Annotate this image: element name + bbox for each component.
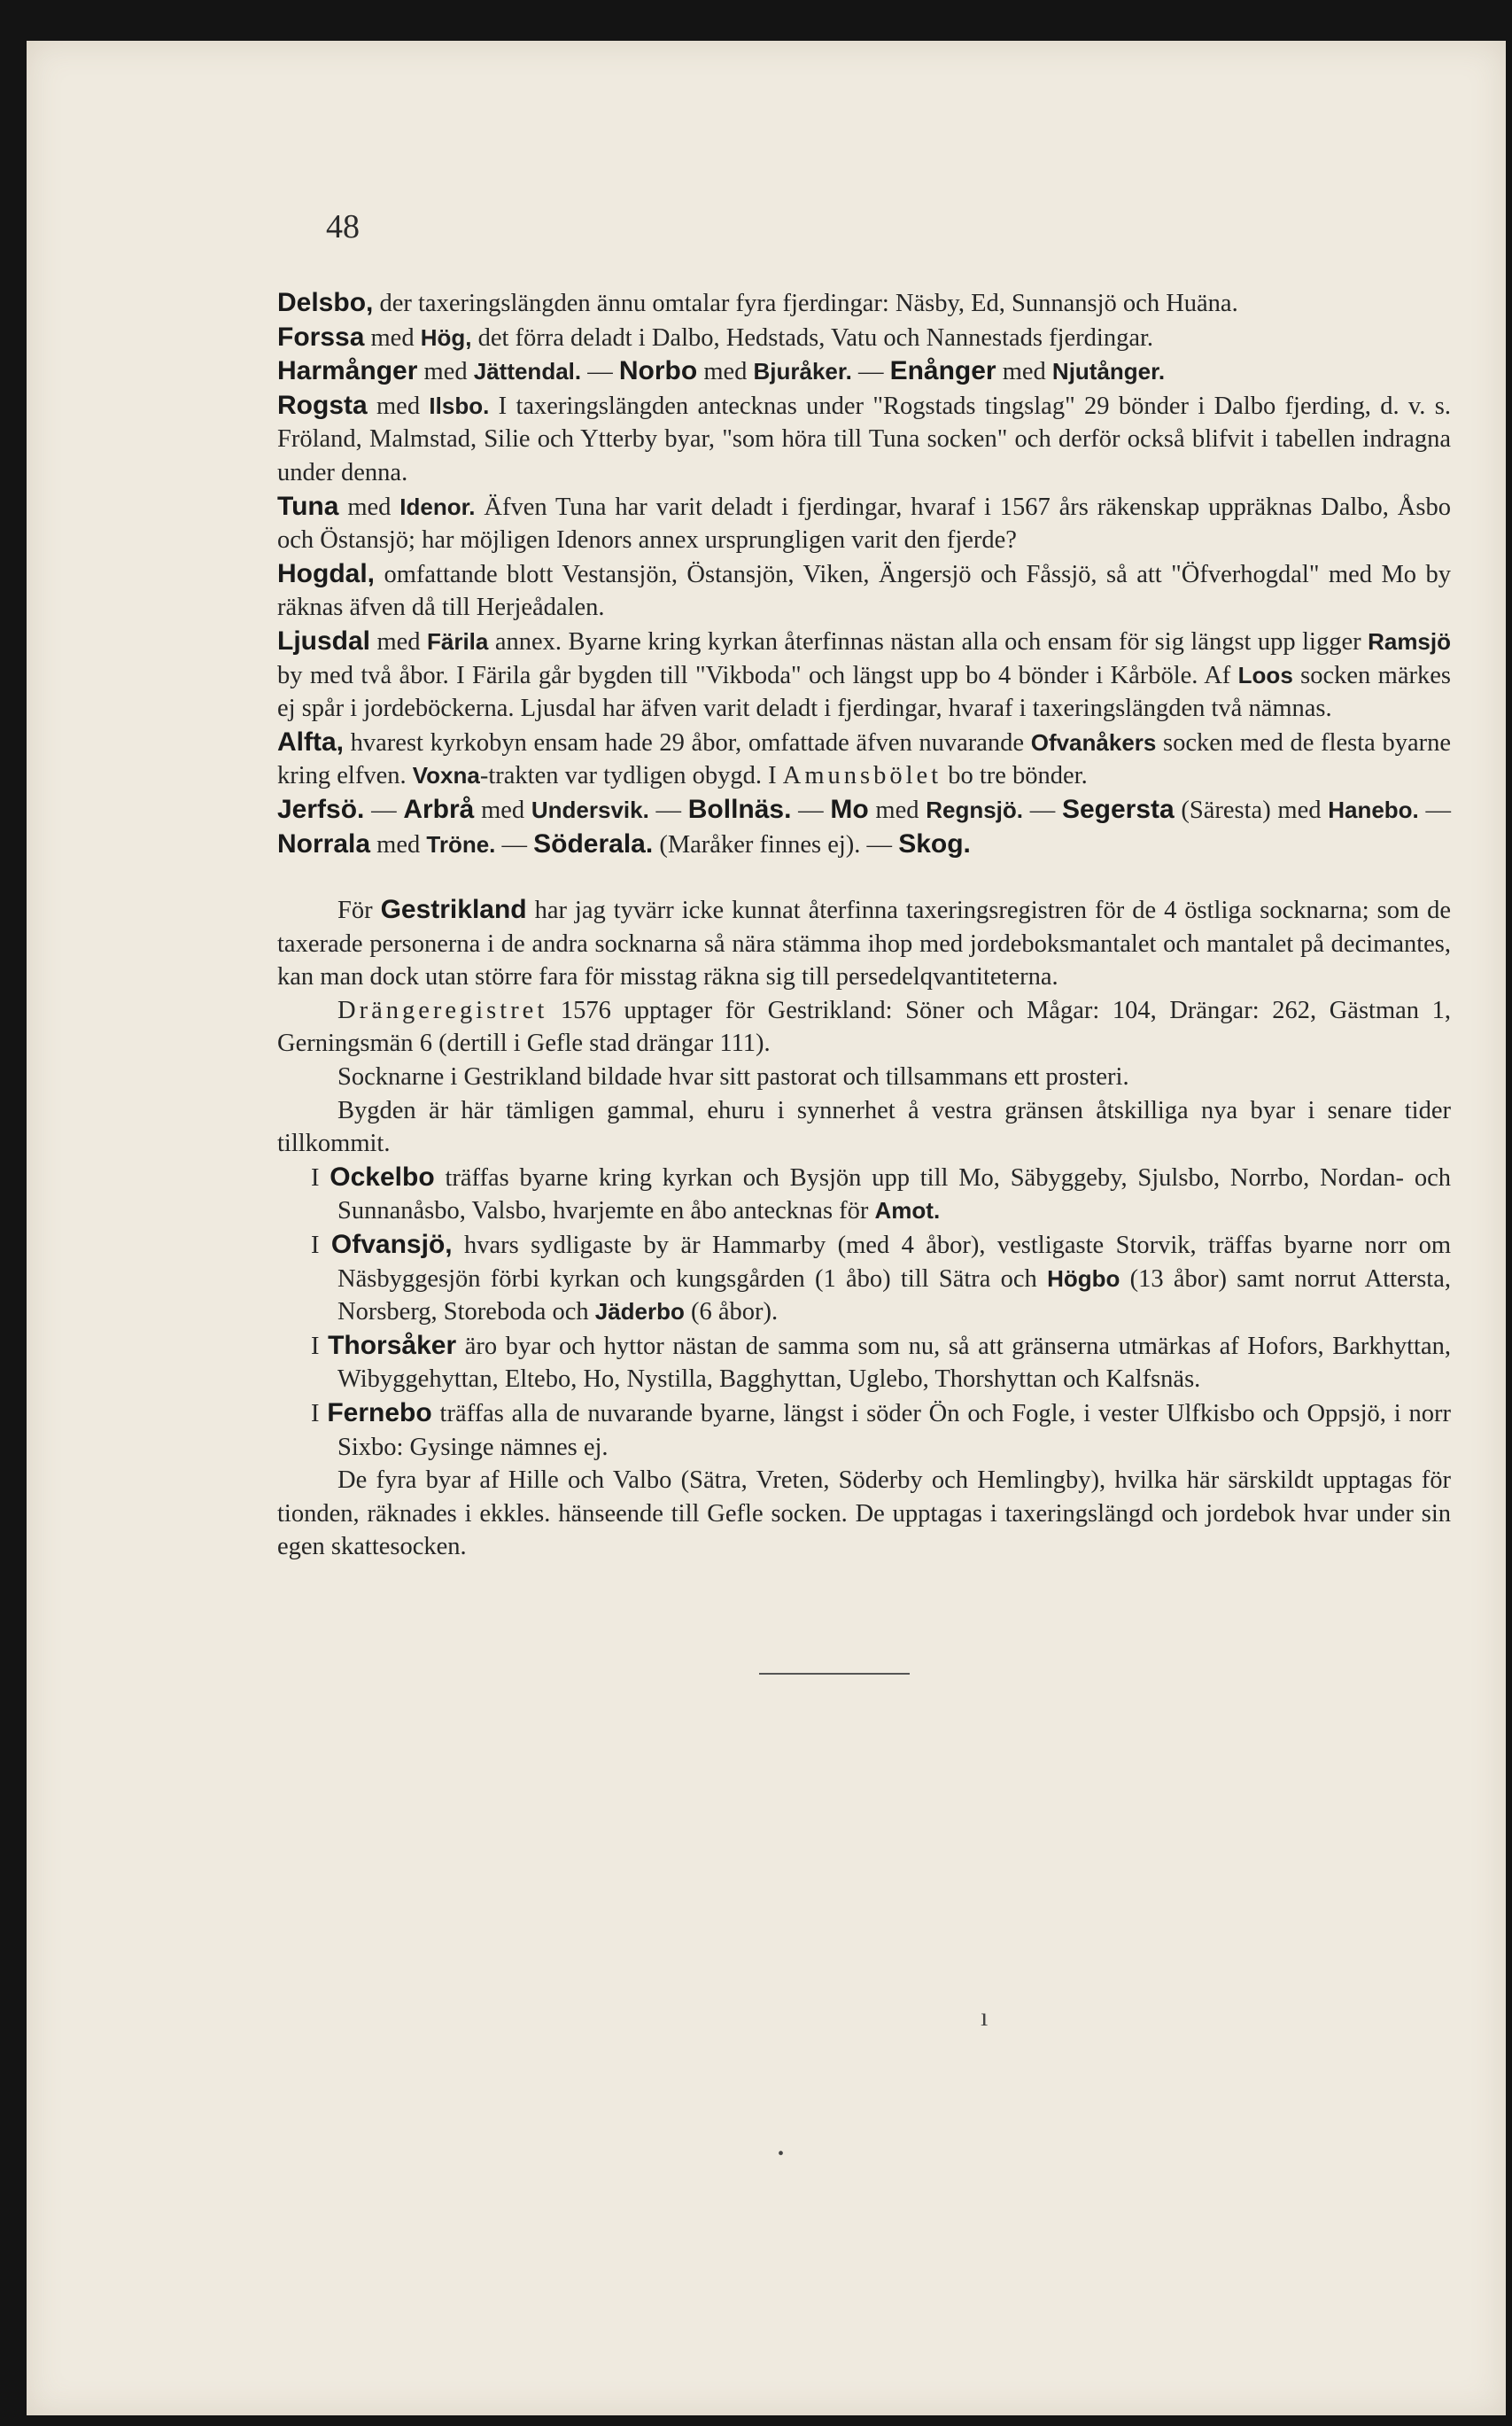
entry-head: Bollnäs. [687,794,792,824]
entry-text: med [996,358,1052,386]
para-text: träffas alla de nuvarande byarne, längst i söder Ön och Fogle, i vester Ulfkisbo och Oppsjö, i norr Sixbo: Gysinge nämnes ej. [337,1400,1452,1461]
para-text: (6 åbor). [684,1298,779,1326]
para-text: I [311,1232,331,1260]
annex-name: Ilsbo. [429,392,490,419]
entry-text: med [338,493,400,521]
para-text: , Gerningsmän [277,996,1452,1058]
annex-name: Loos [1237,661,1293,688]
para-text: hvars sydligaste by är Hammarby (med 4 åbor), vestligaste Storvik, träffas byarne norr om Näsbyggesjön förbi kyrkan och kungsgården (1 åbo) till Sätra och [337,1232,1451,1293]
entry-text: — [1418,796,1451,824]
entry-text: med [474,796,531,824]
entry-text: -trakten var tydligen obygd. I [479,762,783,790]
para-text: , Gästman [1309,996,1432,1024]
stray-mark: • [778,2144,785,2164]
entry-text: by med två åbor. I Färila går bygden till "Vikboda" och längst upp bo 4 bönder i Kårböle. Af [277,661,1238,689]
entry-rogsta [277,389,1451,490]
entry-hogdal [277,557,1451,625]
paragraph [277,893,1451,994]
paragraph-thorsaker [277,1329,1451,1396]
entry-text: omfattande blott Vestansjön, Östansjön, Viken, Ängersjö och Fåssjö, så att "Öfverhogdal" med Mo by räknas äfven då till Herjeådalen. [277,560,1451,622]
entry-text: med [697,358,754,386]
para-text: , Drängar: [1150,996,1273,1024]
entry-alfta [277,726,1451,793]
para-text: 1576 upptager för Gestrikland: Söner och Mågar: [547,996,1113,1024]
para-text: träffas byarne kring kyrkan och Bysjön upp till Mo, Säbyggeby, Sjulsbo, Norrbo, Nordan- och Sunnanåsbo, Valsbo, hvarjemte en åbo antecknas för [337,1163,1451,1225]
entry-text: annex. Byarne kring kyrkan återfinnas nästan alla och ensam för sig längst upp ligger [488,627,1369,656]
count-value: 111 [719,1030,756,1058]
para-text: I [311,1163,330,1192]
entry-text: (Säresta) med [1174,796,1329,824]
entry-text: med [417,358,474,386]
para-text: I [311,1400,328,1427]
paragraph: De fyra byar af Hille och Valbo (Sätra, Vreten, Söderby och Hemlingby), hvilka här särskildt upptagas för tionden, räknades i ekkles. hänseende till Gefle socken. De upptagas i taxeringslängd och jordebok hvar under sin egen skattesocken. [277,1466,1451,1561]
annex-name: Hanebo. [1328,796,1419,823]
entry-text: — [495,830,534,859]
village-name: Amot. [874,1197,941,1225]
annex-name: Hög, [420,323,472,351]
annex-name: Idenor. [399,493,476,520]
entry-head: Enånger [889,356,996,386]
entry-text: socken med de flesta byarne kring elfven. [277,728,1451,790]
entry-text: med [364,323,421,352]
entry-text: Äfven Tuna har varit deladt i fjerdingar, hvaraf i 1567 års räkenskap uppräknas Dalbo, Åsbo och Östansjö; har möjligen Idenors annex ursprungligen varit den fjerde? [277,493,1451,555]
entry-ljusdal [277,625,1451,726]
entry-text: I taxeringslängden antecknas under "Rogstads tingslag" 29 bönder i Dalbo fjerding, d. v. s. Fröland, Malmstad, Silie och Ytterby byar, "som höra till Tuna socken" och derför också blifvit i tabellen indragna under denna. [277,392,1451,486]
entry-text: hvarest kyrkobyn ensam hade 29 åbor, omfattade äfven nuvarande [344,728,1031,757]
entry-text: med [868,796,927,824]
para-text: I [311,1332,329,1360]
entry-text: — [364,796,404,824]
entry-head: Alfta, [277,727,344,757]
entry-text: med [370,830,427,859]
entry-head: Arbrå [403,794,475,824]
para-text: ). [756,1030,771,1058]
annex-name: Ramsjö [1368,627,1451,655]
paragraph [277,994,1451,1061]
entry-delsbo [277,286,1451,321]
annex-name: Ofvanåkers [1030,728,1157,756]
entry-text: (Maråker finnes ej). — [653,830,899,859]
entry-text: socken märkes ej spår i jordeböckerna. Ljusdal har äfven varit deladt i fjerdingar, hvaraf i taxeringslängden två nämnas. [277,661,1451,723]
entry-text: bo tre bönder. [942,762,1088,790]
parish-name: Ockelbo [330,1162,435,1192]
village-name: Jäderbo [594,1298,685,1326]
section-divider [759,1673,910,1675]
paragraph: Socknarne i Gestrikland bildade hvar sitt pastorat och tillsammans ett prosteri. [337,1063,1129,1092]
parish-name: Thorsåker [328,1330,457,1360]
entry-head: Skog. [898,828,971,859]
entry-text: med [367,392,430,420]
region-name: Gestrikland [380,895,527,925]
para-text: För [337,897,381,925]
annex-name: Njutånger. [1051,358,1166,385]
entry-head: Norbo [618,356,698,386]
entry-head: Delsbo, [277,288,374,317]
entry-forssa [277,321,1451,355]
entry-head: Mo [830,794,869,824]
entry-head: Rogsta [277,390,368,420]
entry-text: med [370,627,427,656]
entry-harmanger [277,354,1451,389]
annex-name: Bjuråker. [753,358,852,385]
count-value: 6 [419,1030,432,1058]
stray-mark: ı [981,2002,989,2032]
village-name: Högbo [1047,1264,1120,1292]
entry-head: Hogdal, [277,558,375,588]
entry-head: Norrala [277,828,371,859]
text-body [277,286,1451,1564]
annex-name: Färila [427,627,489,655]
spaced-name: Amunsbölet [782,762,942,790]
annex-name: Undersvik. [531,796,649,823]
entry-head: Tuna [277,491,339,521]
annex-name: Tröne. [426,830,496,858]
count-value: 1 [1431,996,1445,1024]
entry-text: — [851,358,890,386]
parish-name: Fernebo [327,1398,432,1427]
para-text: har jag tyvärr icke kunnat återfinna taxeringsregistren för de 4 östliga socknarna; som de taxerade personerna i de andra socknarna så nära stämma ihop med jordeboksmantalet och mantalet på decimantes, kan man dock utan större fara för misstag räkna sig till persedelqvantiteterna. [277,897,1451,991]
annex-name: Regnsjö. [926,796,1024,823]
annex-name: Voxna [412,762,480,789]
entry-head: Söderala. [533,828,654,859]
spaced-term: Drängeregistret [337,996,548,1024]
entry-text: — [581,358,619,386]
annex-name: Jättendal. [473,358,582,385]
entry-text: — [1023,796,1062,824]
paragraph-ockelbo [277,1161,1451,1228]
entry-text: det förra deladt i Dalbo, Hedstads, Vatu och Nannestads fjerdingar. [471,323,1154,352]
paragraph-ofvansjo [277,1228,1451,1329]
entry-head: Ljusdal [277,626,371,656]
entry-head: Harmånger [277,356,418,386]
entry-jerfso [277,793,1451,861]
entry-head: Forssa [277,322,365,352]
entry-text: — [648,796,688,824]
count-value: 104 [1112,996,1151,1024]
entry-text: der taxeringslängden ännu omtalar fyra fjerdingar: Näsby, Ed, Sunnansjö och Huäna. [373,290,1238,317]
para-text: (dertill i Gefle stad drängar [431,1030,720,1058]
entry-head: Segersta [1061,794,1175,824]
parish-name: Ofvansjö, [330,1230,453,1260]
entry-tuna [277,490,1451,557]
para-text: (13 åbor) samt norrut Attersta, Norsberg, Storeboda och [337,1264,1451,1326]
count-value: 262 [1272,996,1310,1024]
paragraph: Bygden är här tämligen gammal, ehuru i synnerhet å vestra gränsen åtskilliga nya byar i senare tider tillkommit. [277,1096,1451,1158]
gestrikland-section [277,893,1451,1564]
entry-head: Jerfsö. [277,794,365,824]
entry-text: — [791,796,831,824]
paragraph-fernebo [277,1396,1451,1464]
page-number: 48 [326,208,360,245]
para-text: äro byar och hyttor nästan de samma som nu, så att gränserna utmärkas af Hofors, Barkhyttan, Wibyggehyttan, Eltebo, Ho, Nystilla, Bagghyttan, Uglebo, Thorshyttan och Kalfsnäs. [337,1332,1451,1394]
